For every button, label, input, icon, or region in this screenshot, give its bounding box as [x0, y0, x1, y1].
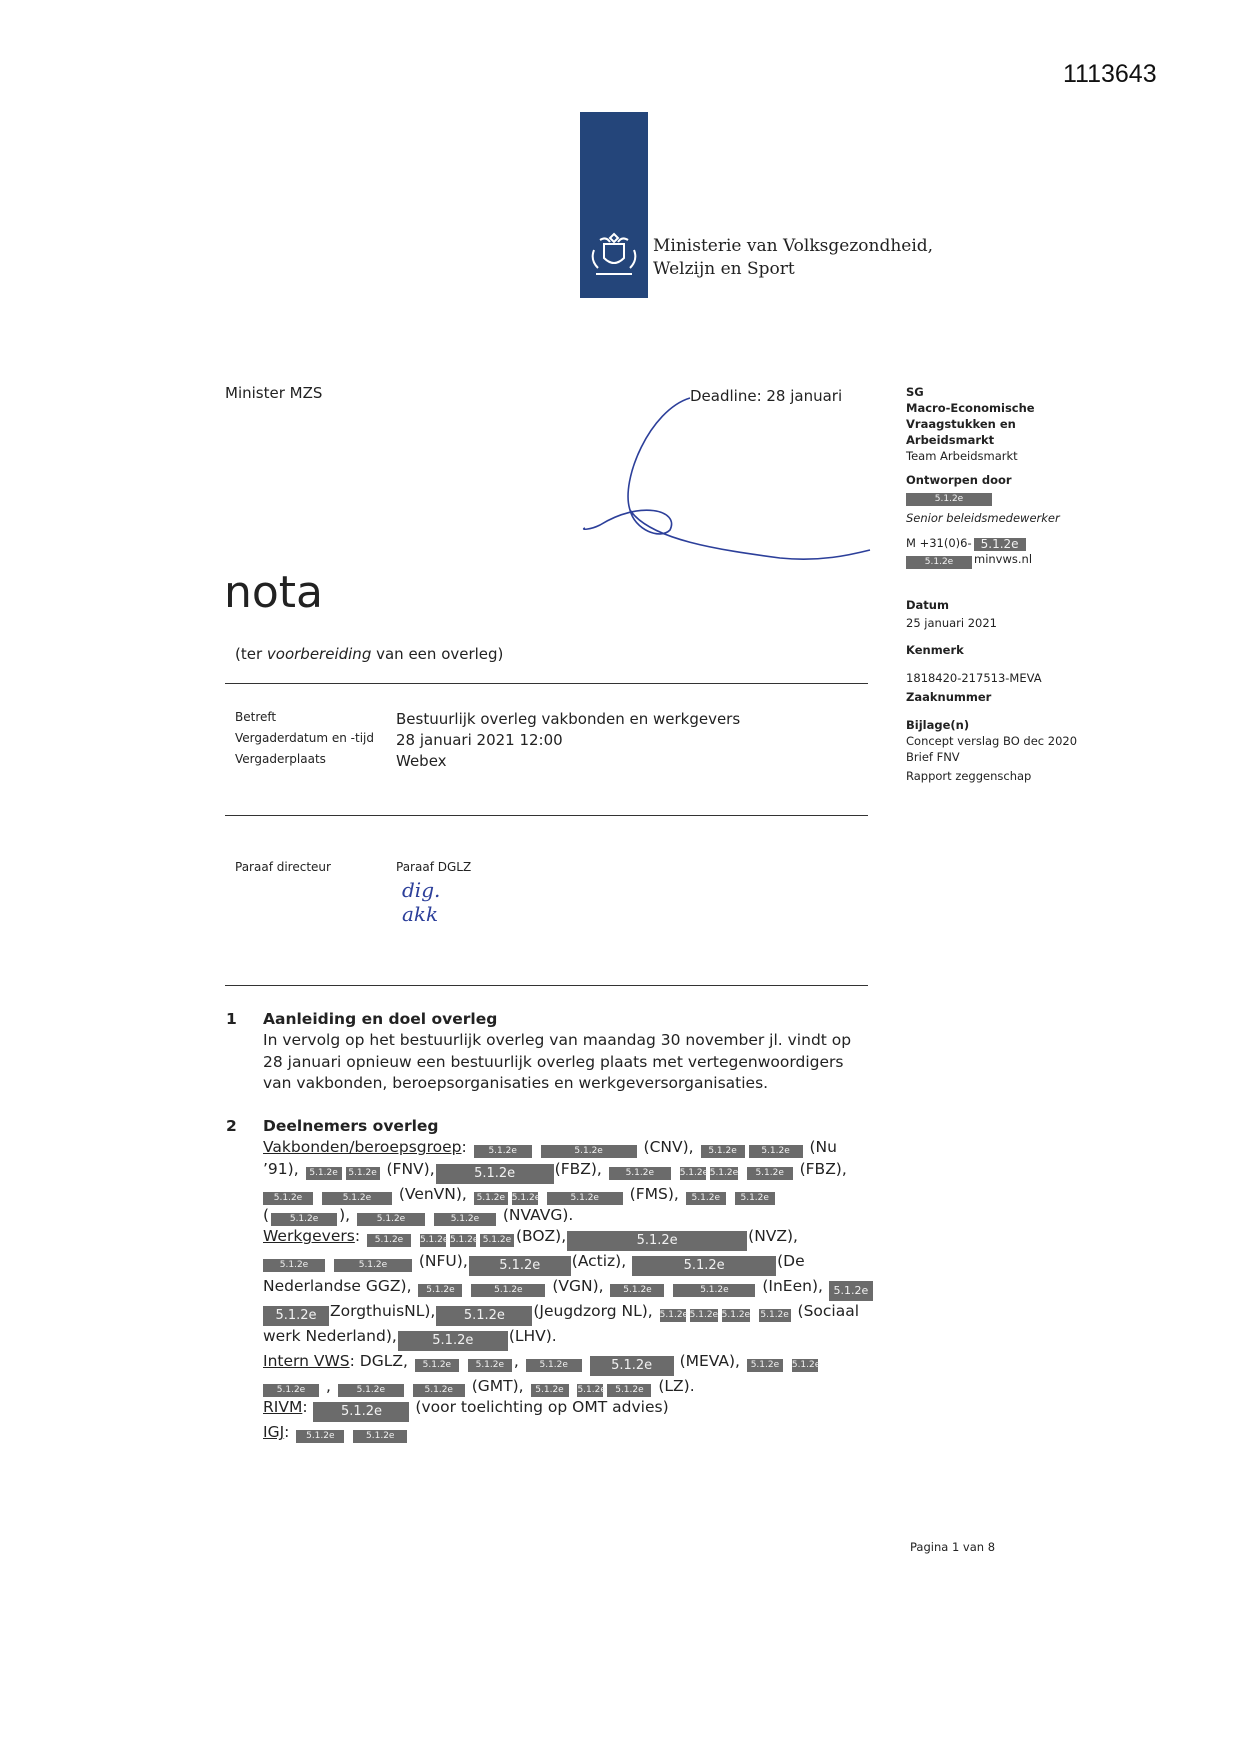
bijlage-item: Rapport zeggenschap	[906, 769, 1032, 783]
org-nu91-end: ’91),	[263, 1159, 299, 1178]
redaction: 5.1.2e	[659, 1310, 689, 1321]
redaction: 5.1.2e	[271, 1213, 337, 1226]
divider	[225, 683, 868, 684]
org-jeugdzorg: (Jeugdzorg NL),	[533, 1302, 653, 1321]
document-id: 1113643	[1063, 60, 1157, 88]
redaction: 5.1.2e	[610, 1284, 664, 1297]
redaction: 5.1.2e	[747, 1167, 793, 1180]
org-zorgthuisnl: ZorgthuisNL),	[330, 1302, 436, 1321]
redaction: 5.1.2e	[590, 1356, 674, 1376]
participants-line	[263, 1251, 923, 1276]
participants-line	[263, 1326, 923, 1351]
participants-line	[263, 1301, 923, 1326]
redacted-email: 5.1.2e	[906, 556, 972, 569]
redaction: 5.1.2e	[829, 1281, 873, 1301]
org-fbz: (FBZ),	[799, 1159, 847, 1178]
vakbonden-label: Vakbonden/beroepsgroep	[263, 1138, 462, 1157]
rivm-label: RIVM	[263, 1398, 303, 1417]
org-fnv: (FNV),	[386, 1159, 435, 1178]
paren-close: ),	[339, 1205, 351, 1224]
sidebar	[906, 384, 1146, 784]
participants-line	[263, 1276, 923, 1301]
divider	[225, 815, 868, 816]
redaction: 5.1.2e	[398, 1331, 508, 1351]
redaction: 5.1.2e	[436, 1306, 532, 1326]
redaction: 5.1.2e	[526, 1359, 582, 1372]
deadline: Deadline: 28 januari	[690, 387, 843, 405]
ministry-name-line2: Welzijn en Sport	[653, 259, 795, 279]
redaction: 5.1.2e	[415, 1359, 459, 1372]
redaction: 5.1.2e	[263, 1306, 329, 1326]
redacted-name: 5.1.2e	[906, 493, 992, 506]
redaction: 5.1.2e	[474, 1145, 532, 1158]
redaction: 5.1.2e	[747, 1359, 783, 1372]
participants-line	[263, 1159, 923, 1184]
ministry-name-line1: Ministerie van Volksgezondheid,	[653, 236, 934, 256]
org-vgn: (VGN),	[552, 1277, 604, 1296]
plaats-value: Webex	[396, 752, 447, 770]
comma: ,	[325, 1377, 331, 1396]
ministry-name	[653, 235, 933, 281]
redaction: 5.1.2e	[541, 1145, 637, 1158]
paraaf-dglz-label: Paraaf DGLZ	[396, 860, 472, 874]
redaction: 5.1.2e	[353, 1430, 407, 1443]
org-nvz: (NVZ),	[748, 1227, 798, 1246]
betreft-value: Bestuurlijk overleg vakbonden en werkgevers	[396, 710, 741, 728]
redaction: 5.1.2e	[609, 1167, 671, 1180]
redaction: 5.1.2e	[760, 1310, 789, 1321]
org-gmt: (GMT),	[471, 1377, 524, 1396]
handwritten-line2: akk	[402, 902, 439, 926]
coat-of-arms-icon	[586, 230, 642, 280]
handwritten-line1: dig.	[402, 878, 441, 902]
org-ggz: (De	[777, 1252, 805, 1271]
redaction: 5.1.2e	[471, 1284, 545, 1297]
section-1-line: In vervolg op het bestuurlijk overleg van maandag 30 november jl. vindt op	[263, 1031, 852, 1050]
org-nfu: (NFU),	[418, 1252, 468, 1271]
werkgevers-label: Werkgevers	[263, 1227, 355, 1246]
redaction: 5.1.2e	[791, 1360, 821, 1371]
org-meva: (MEVA),	[679, 1352, 740, 1371]
redaction: 5.1.2e	[577, 1385, 606, 1396]
participants-line: IGJ: 5.1.2e 5.1.2e	[263, 1422, 923, 1443]
redaction: 5.1.2e	[296, 1430, 344, 1443]
org-dglz: DGLZ,	[359, 1352, 408, 1371]
redaction: 5.1.2e	[689, 1310, 719, 1321]
redaction: 5.1.2e	[735, 1192, 775, 1205]
redaction: 5.1.2e	[418, 1284, 462, 1297]
redaction: 5.1.2e	[480, 1234, 514, 1247]
kenmerk-label: Kenmerk	[906, 643, 964, 657]
paraaf-directeur-label: Paraaf directeur	[235, 860, 331, 874]
org-nu91: (Nu	[809, 1138, 837, 1157]
redaction: 5.1.2e	[607, 1384, 651, 1397]
redaction: 5.1.2e	[306, 1167, 342, 1180]
addressee: Minister MZS	[225, 384, 323, 402]
redaction: 5.1.2e	[701, 1145, 745, 1158]
section-1-line: 28 januari opnieuw een bestuurlijk overleg plaats met vertegenwoordigers	[263, 1052, 844, 1071]
comma: ,	[513, 1352, 519, 1371]
ministry-logo-bar	[580, 112, 648, 298]
document-title: nota	[224, 567, 324, 618]
redaction: 5.1.2e	[673, 1284, 755, 1297]
redaction: 5.1.2e	[338, 1384, 404, 1397]
signature-scribble	[580, 390, 880, 570]
section-1-number: 1	[226, 1010, 237, 1028]
redaction: 5.1.2e	[511, 1192, 541, 1203]
subtitle-post: van een overleg)	[371, 645, 504, 663]
redaction: 5.1.2e	[419, 1235, 449, 1246]
redaction: 5.1.2e	[434, 1213, 496, 1226]
bijlagen-label: Bijlage(n)	[906, 718, 970, 732]
redaction: 5.1.2e	[322, 1192, 392, 1205]
plaats-label: Vergaderplaats	[235, 752, 326, 766]
intern-label: Intern VWS	[263, 1352, 350, 1371]
participants-line: Intern VWS: DGLZ, 5.1.2e 5.1.2e , 5.1.2e 5.1.2e (MEVA), 5.1.2e 5.1.2e	[263, 1351, 923, 1376]
redaction: 5.1.2e	[357, 1213, 425, 1226]
redaction: 5.1.2e	[367, 1234, 411, 1247]
org-sociaal-end: werk Nederland),	[263, 1327, 397, 1346]
role: Senior beleidsmedewerker	[906, 511, 1060, 525]
redaction: 5.1.2e	[436, 1164, 554, 1184]
org-boz: (BOZ),	[515, 1227, 567, 1246]
handwritten-paraaf	[402, 878, 440, 926]
date-value: 25 januari 2021	[906, 616, 998, 630]
org-sociaal: (Sociaal	[797, 1302, 860, 1321]
phone-prefix: M +31(0)6-	[906, 536, 972, 550]
redaction: 5.1.2e	[567, 1231, 747, 1251]
org-line4: Arbeidsmarkt	[906, 433, 995, 447]
zaaknummer-label: Zaaknummer	[906, 690, 992, 704]
datum-value: 28 januari 2021 12:00	[396, 731, 563, 749]
document-subtitle	[235, 645, 503, 663]
redaction: 5.1.2e	[749, 1145, 803, 1158]
kenmerk-value: 1818420-217513-MEVA	[906, 671, 1042, 685]
org-fbz: (FBZ),	[554, 1159, 602, 1178]
divider	[225, 985, 868, 986]
redaction: 5.1.2e	[531, 1384, 569, 1397]
section-1-title: Aanleiding en doel overleg	[263, 1010, 498, 1028]
team-name: Team Arbeidsmarkt	[906, 449, 1018, 463]
redaction: 5.1.2e	[686, 1192, 726, 1205]
redaction: 5.1.2e	[547, 1192, 623, 1205]
org-line2: Macro-Economische	[906, 401, 1035, 415]
redaction: 5.1.2e	[413, 1384, 465, 1397]
redaction: 5.1.2e	[632, 1256, 776, 1276]
org-actiz: (Actiz),	[571, 1252, 627, 1271]
redaction: 5.1.2e	[469, 1256, 571, 1276]
redaction: 5.1.2e	[468, 1359, 512, 1372]
participants-line: Werkgevers: 5.1.2e 5.1.2e 5.1.2e 5.1.2e (BOZ), 5.1.2e (NVZ),	[263, 1226, 923, 1251]
page-number: Pagina 1 van 8	[910, 1540, 996, 1554]
section-2	[263, 1116, 923, 1444]
redaction: 5.1.2e	[346, 1167, 380, 1180]
section-2-title: Deelnemers overleg	[263, 1117, 439, 1135]
rivm-note: (voor toelichting op OMT advies)	[415, 1398, 669, 1417]
redaction: 5.1.2e	[721, 1310, 751, 1321]
redaction: 5.1.2e	[709, 1167, 739, 1178]
participants-line	[263, 1184, 923, 1205]
org-fms: (FMS),	[629, 1184, 679, 1203]
bijlage-item: Brief FNV	[906, 750, 960, 764]
redaction: 5.1.2e	[263, 1192, 313, 1205]
subtitle-pre: (ter	[235, 645, 267, 663]
email-suffix: minvws.nl	[974, 552, 1033, 566]
paren-open: (	[263, 1205, 270, 1224]
section-2-number: 2	[226, 1117, 237, 1135]
org-lz: (LZ).	[658, 1377, 695, 1396]
subtitle-em: voorbereiding	[266, 645, 372, 663]
redaction: 5.1.2e	[679, 1167, 709, 1178]
redaction: 5.1.2e	[263, 1259, 325, 1272]
redaction: 5.1.2e	[474, 1192, 508, 1205]
designed-by-label: Ontworpen door	[906, 473, 1012, 487]
org-nvavg: (NVAVG).	[502, 1205, 574, 1224]
org-line1: SG	[906, 385, 924, 399]
org-line3: Vraagstukken en	[906, 417, 1016, 431]
redaction: 5.1.2e	[263, 1384, 319, 1397]
redaction: 5.1.2e	[313, 1402, 409, 1422]
betreft-label: Betreft	[235, 710, 277, 724]
redacted-phone: 5.1.2e	[974, 538, 1026, 551]
org-lhv: (LHV).	[508, 1327, 557, 1346]
igj-label: IGJ	[263, 1423, 285, 1442]
redaction: 5.1.2e	[334, 1259, 412, 1272]
date-label: Datum	[906, 598, 949, 612]
redaction: 5.1.2e	[449, 1235, 479, 1246]
participants-line	[263, 1205, 923, 1226]
org-cnv: (CNV),	[643, 1138, 694, 1157]
participants-line: Vakbonden/beroepsgroep: 5.1.2e 5.1.2e (CNV), 5.1.2e 5.1.2e (Nu	[263, 1138, 837, 1157]
bijlage-item: Concept verslag BO dec 2020	[906, 734, 1078, 748]
section-1-line: van vakbonden, beroepsorganisaties en werkgeversorganisaties.	[263, 1073, 769, 1092]
participants-line	[263, 1376, 923, 1397]
org-venvn: (VenVN),	[398, 1184, 467, 1203]
participants-line: RIVM: 5.1.2e (voor toelichting op OMT advies)	[263, 1397, 923, 1422]
org-ggz-end: Nederlandse GGZ),	[263, 1277, 412, 1296]
org-ineen: (InEen),	[762, 1277, 823, 1296]
section-1	[263, 1009, 903, 1094]
datum-label: Vergaderdatum en -tijd	[235, 731, 374, 745]
